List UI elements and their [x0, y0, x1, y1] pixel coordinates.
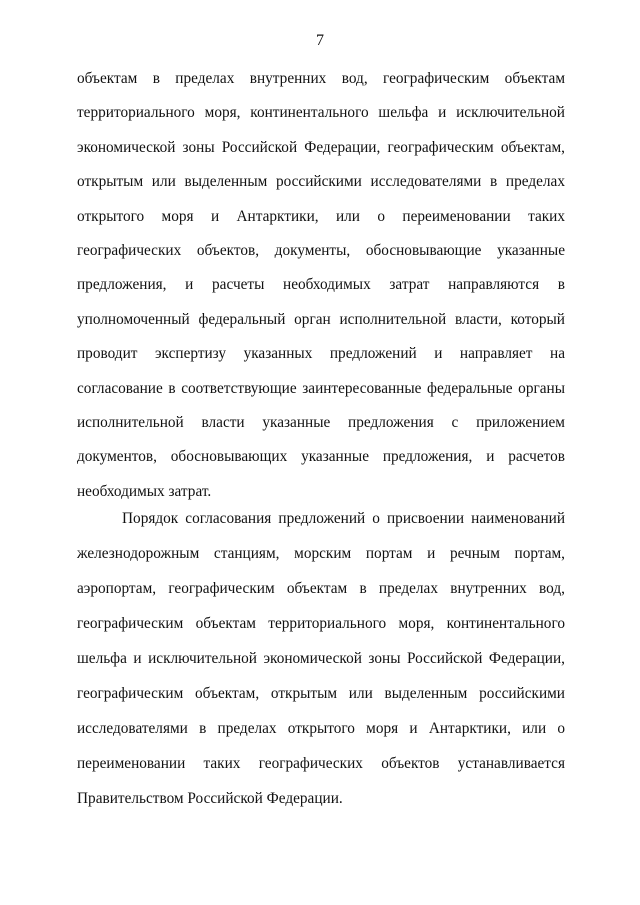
- paragraph-2: [77, 509, 565, 824]
- text-line: географических объектов, документы, обосновывающие указанные: [77, 241, 565, 259]
- text-line: переименовании таких географических объектов устанавливается: [77, 755, 565, 772]
- text-line: открытым или выделенным российскими исследователями в пределах: [77, 173, 565, 191]
- text-line: исполнительной власти указанные предложения с приложением: [77, 413, 565, 431]
- text-line: географическим объектам, открытым или выделенным российскими: [77, 685, 565, 702]
- text-line: Правительством Российской Федерации.: [77, 790, 343, 807]
- text-line: проводит экспертизу указанных предложений и направляет на: [77, 345, 565, 363]
- text-line: шельфа и исключительной экономической зоны Российской Федерации,: [77, 650, 565, 667]
- text-line: исследователями в пределах открытого моря и Антарктики, или о: [77, 720, 565, 737]
- text-line: Порядок согласования предложений о присвоении наименований: [122, 510, 565, 527]
- text-line: предложения, и расчеты необходимых затрат направляются в: [77, 276, 565, 294]
- text-line: аэропортам, географическим объектам в пределах внутренних вод,: [77, 580, 565, 597]
- text-line: открытого моря и Антарктики, или о переименовании таких: [77, 207, 565, 225]
- text-line: экономической зоны Российской Федерации, географическим объектам,: [77, 138, 565, 156]
- text-line: уполномоченный федеральный орган исполнительной власти, который: [77, 310, 565, 328]
- page-number: 7: [316, 32, 324, 49]
- text-line: объектам в пределах внутренних вод, географическим объектам: [77, 70, 565, 87]
- text-line: географическим объектам территориального моря, континентального: [77, 615, 565, 632]
- text-line: документов, обосновывающих указанные предложения, и расчетов: [77, 448, 565, 466]
- paragraph-1: [77, 69, 565, 516]
- text-line: железнодорожным станциям, морским портам и речным портам,: [77, 545, 565, 562]
- text-line: согласование в соответствующие заинтересованные федеральные органы: [77, 379, 565, 397]
- text-line: территориального моря, континентального шельфа и исключительной: [77, 104, 565, 122]
- text-line: необходимых затрат.: [77, 482, 212, 500]
